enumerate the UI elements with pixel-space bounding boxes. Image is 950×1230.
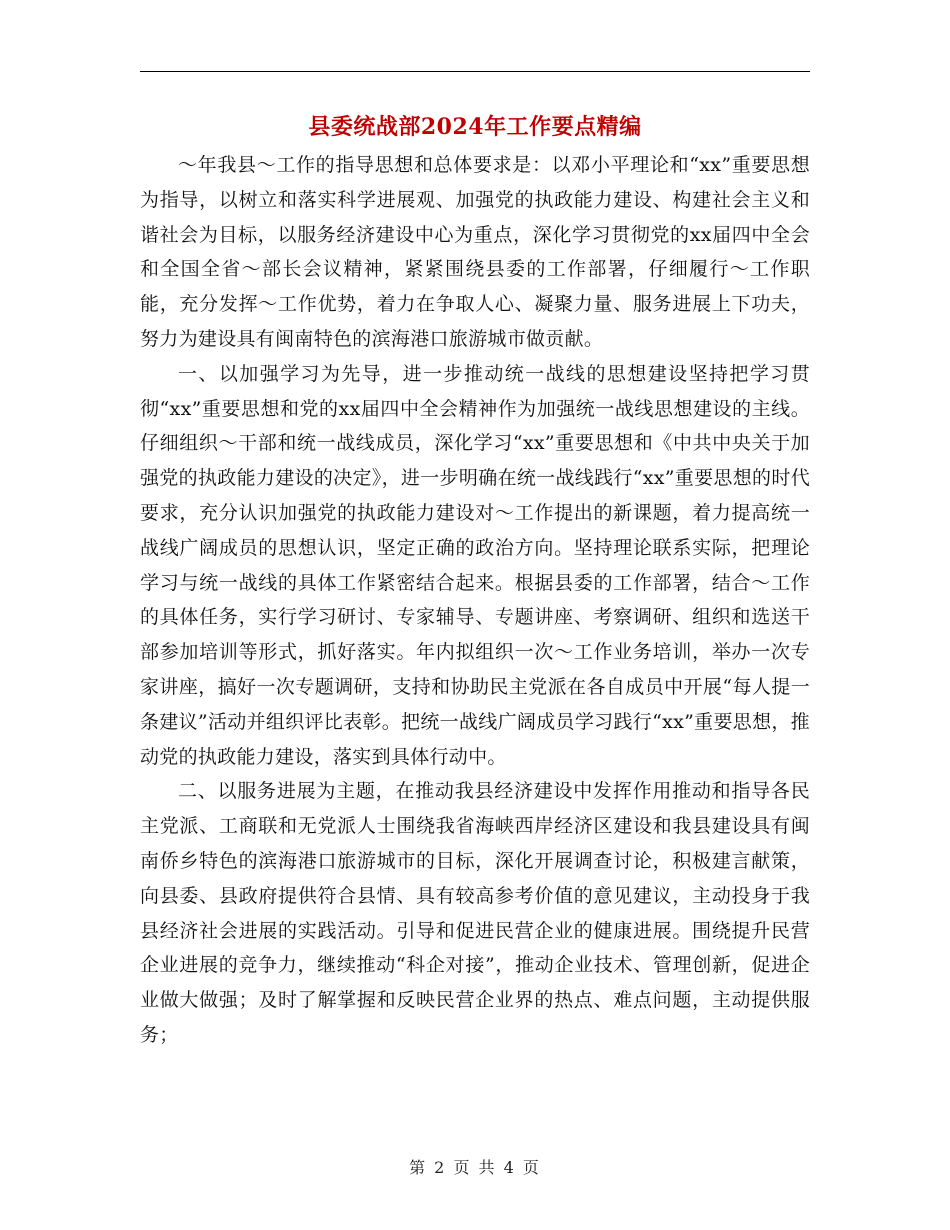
document-title: 县委统战部2024年工作要点精编: [308, 114, 642, 140]
paragraph-section-2: 二、以服务进展为主题，在推动我县经济建设中发挥作用推动和指导各民主党派、工商联和无党派人士围绕我省海峡西岸经济区建设和我县建设具有闽南侨乡特色的滨海港口旅游城市的目标，深化开展调查讨论，积极建言献策，向县委、县政府提供符合县情、具有较高参考价值的意见建议，主动投身于我县经济社会进展的实践活动。引导和促进民营企业的健康进展。围绕提升民营企业进展的竞争力，继续推动“科企对接”，推动企业技术、管理创新，促进企业做大做强；及时了解掌握和反映民营企业界的热点、难点问题，主动提供服务；: [140, 780, 810, 1046]
document-body: [140, 148, 810, 1053]
paragraph-intro: ～年我县～工作的指导思想和总体要求是：以邓小平理论和“xx”重要思想为指导，以树立和落实科学进展观、加强党的执政能力建设、构建社会主义和谐社会为目标，以服务经济建设中心为重点，深化学习贯彻党的xx届四中全会和全国全省～部长会议精神，紧紧围绕县委的工作部署，仔细履行～工作职能，充分发挥～工作优势，着力在争取人心、凝聚力量、服务进展上下功夫，努力为建设具有闽南特色的滨海港口旅游城市做贡献。: [140, 154, 810, 350]
page-footer: 第 2 页 共 4 页: [409, 1158, 541, 1177]
paragraph-section-1: 一、以加强学习为先导，进一步推动统一战线的思想建设坚持把学习贯彻“xx”重要思想和党的xx届四中全会精神作为加强统一战线思想建设的主线。仔细组织～干部和统一战线成员，深化学习“xx”重要思想和《中共中央关于加强党的执政能力建设的决定》，进一步明确在统一战线践行“xx”重要思想的时代要求，充分认识加强党的执政能力建设对～工作提出的新课题，着力提高统一战线广阔成员的思想认识，坚定正确的政治方向。坚持理论联系实际，把理论学习与统一战线的具体工作紧密结合起来。根据县委的工作部署，结合～工作的具体任务，实行学习研讨、专家辅导、专题讲座、考察调研、组织和选送干部参加培训等形式，抓好落实。年内拟组织一次～工作业务培训，举办一次专家讲座，搞好一次专题调研，支持和协助民主党派在各自成员中开展“每人提一条建议”活动并组织评比表彰。把统一战线广阔成员学习践行“xx”重要思想，推动党的执政能力建设，落实到具体行动中。: [140, 362, 810, 768]
header-rule: [140, 71, 810, 72]
